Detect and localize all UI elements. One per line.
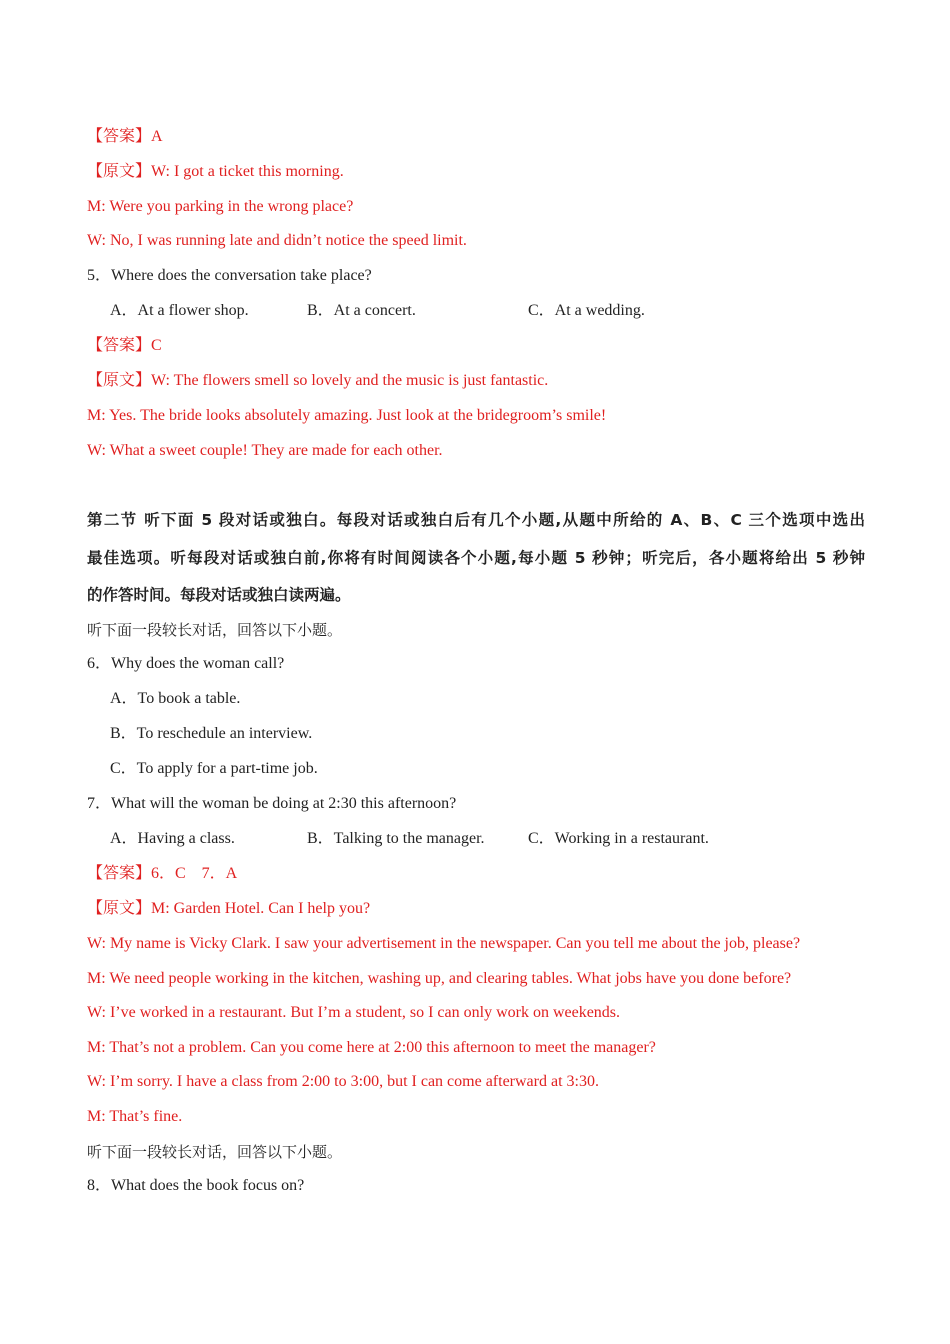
q6-7-transcript-line-3: M: We need people working in the kitchen, washing up, and clearing tables. What jobs have you done before? [87, 970, 792, 987]
dialogue-prompt-2: 听下面一段较长对话，回答以下小题。 [87, 1143, 343, 1161]
q4-transcript-line-2: M: Were you parking in the wrong place? [87, 198, 354, 215]
q5-option-b: B．At a concert. [307, 302, 416, 319]
q6-7-answer: 【答案】6．C 7．A [87, 865, 238, 882]
q4-answer: 【答案】A [87, 128, 163, 145]
dialogue-prompt-1: 听下面一段较长对话，回答以下小题。 [87, 621, 343, 639]
q7-option-b: B．Talking to the manager. [307, 830, 485, 847]
q5-transcript-line-3: W: What a sweet couple! They are made for each other. [87, 442, 443, 459]
q6-option-a: A．To book a table. [110, 690, 241, 707]
q5-transcript-line-2: M: Yes. The bride looks absolutely amazing. Just look at the bridegroom’s smile! [87, 407, 607, 424]
q4-transcript-line-3: W: No, I was running late and didn’t notice the speed limit. [87, 232, 467, 249]
q6-option-b: B．To reschedule an interview. [110, 725, 313, 742]
q6-question: 6．Why does the woman call? [87, 655, 285, 672]
q4-transcript-line-1: 【原文】W: I got a ticket this morning. [87, 163, 344, 180]
q5-option-c: C．At a wedding. [528, 302, 645, 319]
section2-instructions-line-2: 最佳选项。听每段对话或独白前,你将有时间阅读各个小题,每小题 5 秒钟；听完后，各小题将给出 5 秒钟 [87, 549, 865, 567]
q6-7-transcript-line-4: W: I’ve worked in a restaurant. But I’m a student, so I can only work on weekends. [87, 1004, 621, 1021]
q6-7-transcript-line-7: M: That’s fine. [87, 1108, 183, 1125]
q6-7-transcript-line-2: W: My name is Vicky Clark. I saw your advertisement in the newspaper. Can you tell me about the job, please? [87, 935, 801, 952]
q5-question: 5．Where does the conversation take place? [87, 267, 372, 284]
q7-option-c: C．Working in a restaurant. [528, 830, 709, 847]
q8-question: 8．What does the book focus on? [87, 1177, 305, 1194]
q6-7-transcript-line-1: 【原文】M: Garden Hotel. Can I help you? [87, 900, 371, 917]
q7-option-a: A．Having a class. [110, 830, 235, 847]
q6-option-c: C．To apply for a part-time job. [110, 760, 318, 777]
section2-instructions-line-1: 第二节 听下面 5 段对话或独白。每段对话或独白后有几个小题,从题中所给的 A、B、C 三个选项中选出 [87, 511, 865, 529]
q5-transcript-line-1: 【原文】W: The flowers smell so lovely and the music is just fantastic. [87, 372, 549, 389]
q7-question: 7．What will the woman be doing at 2:30 this afternoon? [87, 795, 457, 812]
q5-answer: 【答案】C [87, 337, 162, 354]
section2-instructions-line-3: 的作答时间。每段对话或独白读两遍。 [87, 586, 351, 604]
q6-7-transcript-line-5: M: That’s not a problem. Can you come here at 2:00 this afternoon to meet the manager? [87, 1039, 656, 1056]
q6-7-transcript-line-6: W: I’m sorry. I have a class from 2:00 to 3:00, but I can come afterward at 3:30. [87, 1073, 599, 1090]
q5-option-a: A．At a flower shop. [110, 302, 249, 319]
